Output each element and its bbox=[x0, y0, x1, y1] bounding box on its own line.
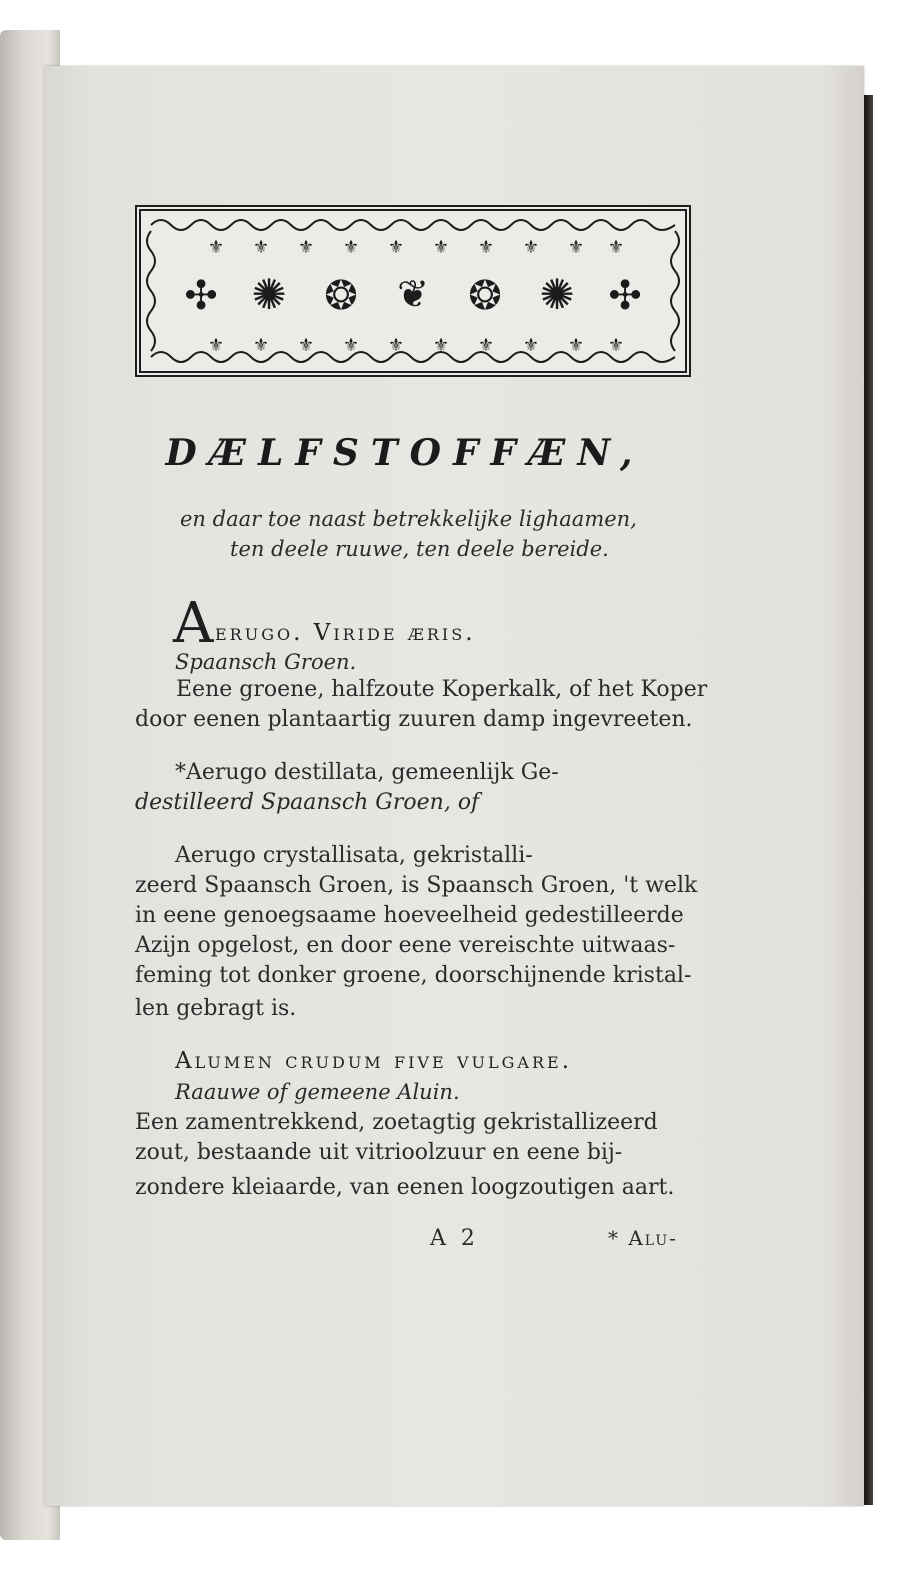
fleur-de-lis-icon: ⚜ bbox=[567, 335, 585, 356]
fleur-de-lis-icon: ⚜ bbox=[387, 335, 405, 356]
drop-cap: A bbox=[173, 591, 214, 656]
fleur-de-lis-icon: ⚜ bbox=[607, 237, 625, 258]
sunburst-icon: ✺ bbox=[539, 270, 575, 319]
entry-title-alumen: Alumen crudum five vulgare. bbox=[175, 1048, 573, 1074]
signature-mark: A 2 bbox=[430, 1226, 479, 1251]
entry-dutch-name: Spaansch Groen. bbox=[175, 650, 357, 674]
rosette-icon: ✣ bbox=[608, 273, 642, 319]
wreath-icon: ❂ bbox=[468, 273, 502, 319]
page-heading: DÆLFSTOFFÆN, bbox=[165, 432, 645, 474]
entry-destillata: *Aerugo destillata, gemeenlijk Ge- bbox=[175, 760, 559, 785]
fleur-de-lis-icon: ⚜ bbox=[477, 237, 495, 258]
fleur-de-lis-icon: ⚜ bbox=[297, 237, 315, 258]
fleur-de-lis-icon: ⚜ bbox=[252, 237, 270, 258]
fleur-de-lis-icon: ⚜ bbox=[432, 237, 450, 258]
entry-crystallisata-cont: feming tot donker groene, doorschijnende kristal- bbox=[135, 963, 692, 988]
wreath-icon: ❦ bbox=[397, 272, 429, 316]
fleur-de-lis-icon: ⚜ bbox=[387, 237, 405, 258]
entry-crystallisata: Aerugo crystallisata, gekristalli- bbox=[175, 843, 533, 868]
fleur-de-lis-icon: ⚜ bbox=[297, 335, 315, 356]
fleur-de-lis-icon: ⚜ bbox=[607, 335, 625, 356]
entry-crystallisata-cont: in eene genoegsaame hoeveelheid gedestilleerde bbox=[135, 903, 684, 928]
wreath-icon: ❂ bbox=[324, 273, 358, 319]
rosette-icon: ✣ bbox=[184, 273, 218, 319]
entry-destillata-cont: destilleerd Spaansch Groen, of bbox=[135, 790, 480, 815]
entry-crystallisata-cont: Azijn opgelost, en door eene vereischte uitwaas- bbox=[135, 933, 676, 958]
entry-title-aerugo: erugo. Viride æris. bbox=[215, 620, 476, 646]
subtitle-line-2: ten deele ruuwe, ten deele bereide. bbox=[230, 537, 609, 561]
entry-description: Eene groene, halfzoute Koperkalk, of het Koper bbox=[176, 677, 708, 702]
entry-crystallisata-cont: len gebragt is. bbox=[135, 996, 297, 1021]
fleur-de-lis-icon: ⚜ bbox=[342, 237, 360, 258]
fleur-de-lis-icon: ⚜ bbox=[522, 237, 540, 258]
entry-description: zout, bestaande uit vitrioolzuur en eene bij- bbox=[135, 1140, 623, 1165]
catchword: * Alu- bbox=[608, 1226, 678, 1250]
entry-dutch-name: Raauwe of gemeene Aluin. bbox=[175, 1080, 460, 1104]
fleur-de-lis-icon: ⚜ bbox=[207, 335, 225, 356]
fleur-de-lis-icon: ⚜ bbox=[567, 237, 585, 258]
fleur-de-lis-icon: ⚜ bbox=[432, 335, 450, 356]
entry-description: Een zamentrekkend, zoetagtig gekristallizeerd bbox=[135, 1110, 658, 1135]
sunburst-icon: ✺ bbox=[251, 270, 287, 319]
entry-description: zondere kleiaarde, van eenen loogzoutigen aart. bbox=[135, 1175, 675, 1200]
subtitle-line-1: en daar toe naast betrekkelijke lighaamen, bbox=[180, 507, 637, 531]
fleur-de-lis-icon: ⚜ bbox=[207, 237, 225, 258]
entry-crystallisata-cont: zeerd Spaansch Groen, is Spaansch Groen, 't welk bbox=[135, 873, 698, 898]
fleur-de-lis-icon: ⚜ bbox=[342, 335, 360, 356]
entry-description: door eenen plantaartig zuuren damp ingevreeten. bbox=[135, 707, 693, 732]
fleur-de-lis-icon: ⚜ bbox=[252, 335, 270, 356]
fleur-de-lis-icon: ⚜ bbox=[522, 335, 540, 356]
fleur-de-lis-icon: ⚜ bbox=[477, 335, 495, 356]
